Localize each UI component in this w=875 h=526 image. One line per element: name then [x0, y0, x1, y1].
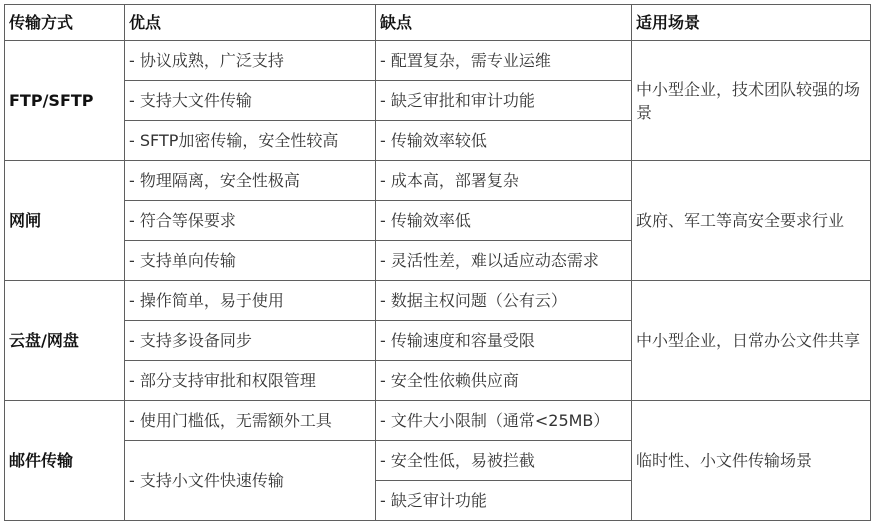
scene-cell: 中小型企业，技术团队较强的场景 [632, 41, 871, 161]
cons-text: - 成本高，部署复杂 [380, 170, 519, 190]
cons-cell [376, 41, 632, 81]
cons-cell [376, 441, 632, 481]
pros-cell [125, 441, 376, 521]
method-cell: 网闸 [5, 161, 125, 281]
pros-cell [125, 281, 376, 321]
method-cell: FTP/SFTP [5, 41, 125, 161]
pros-text: - 操作简单，易于使用 [129, 290, 284, 310]
pros-text: - SFTP加密传输，安全性较高 [129, 130, 339, 150]
cons-cell [376, 241, 632, 281]
comparison-table [4, 4, 871, 521]
cons-text: - 配置复杂，需专业运维 [380, 50, 551, 70]
cons-text: - 安全性依赖供应商 [380, 370, 519, 390]
header-pros: 优点 [125, 5, 376, 41]
cons-text: - 缺乏审计功能 [380, 490, 487, 510]
table-row [5, 281, 871, 321]
pros-text: - 使用门槛低，无需额外工具 [129, 410, 332, 430]
cons-cell [376, 121, 632, 161]
method-cell: 云盘/网盘 [5, 281, 125, 401]
pros-cell [125, 201, 376, 241]
pros-cell [125, 161, 376, 201]
cons-text: - 安全性低，易被拦截 [380, 450, 535, 470]
cons-text: - 传输效率较低 [380, 130, 487, 150]
cons-cell [376, 281, 632, 321]
scene-cell: 临时性、小文件传输场景 [632, 401, 871, 521]
pros-cell [125, 401, 376, 441]
pros-cell [125, 81, 376, 121]
cons-cell [376, 481, 632, 521]
header-scene: 适用场景 [632, 5, 871, 41]
pros-text: - 支持大文件传输 [129, 90, 252, 110]
pros-text: - 物理隔离，安全性极高 [129, 170, 300, 190]
pros-cell [125, 41, 376, 81]
cons-cell [376, 161, 632, 201]
cons-cell [376, 81, 632, 121]
pros-cell [125, 361, 376, 401]
table-row [5, 161, 871, 201]
cons-cell [376, 201, 632, 241]
pros-text: - 支持小文件快速传输 [129, 470, 284, 490]
scene-cell: 中小型企业，日常办公文件共享 [632, 281, 871, 401]
pros-text: - 协议成熟，广泛支持 [129, 50, 284, 70]
cons-cell [376, 321, 632, 361]
cons-cell [376, 401, 632, 441]
pros-cell [125, 121, 376, 161]
pros-text: - 部分支持审批和权限管理 [129, 370, 316, 390]
pros-text: - 支持单向传输 [129, 250, 236, 270]
scene-cell: 政府、军工等高安全要求行业 [632, 161, 871, 281]
pros-text: - 支持多设备同步 [129, 330, 252, 350]
method-cell: 邮件传输 [5, 401, 125, 521]
table-row [5, 401, 871, 441]
cons-text: - 传输速度和容量受限 [380, 330, 535, 350]
cons-text: - 传输效率低 [380, 210, 471, 230]
pros-cell [125, 241, 376, 281]
header-cons: 缺点 [376, 5, 632, 41]
pros-text: - 符合等保要求 [129, 210, 236, 230]
pros-cell [125, 321, 376, 361]
cons-text: - 缺乏审批和审计功能 [380, 90, 535, 110]
cons-text: - 文件大小限制（通常<25MB） [380, 410, 610, 430]
cons-text: - 数据主权问题（公有云） [380, 290, 567, 310]
document [4, 4, 871, 521]
table-row [5, 41, 871, 81]
header-row [5, 5, 871, 41]
cons-cell [376, 361, 632, 401]
cons-text: - 灵活性差，难以适应动态需求 [380, 250, 599, 270]
header-method: 传输方式 [5, 5, 125, 41]
